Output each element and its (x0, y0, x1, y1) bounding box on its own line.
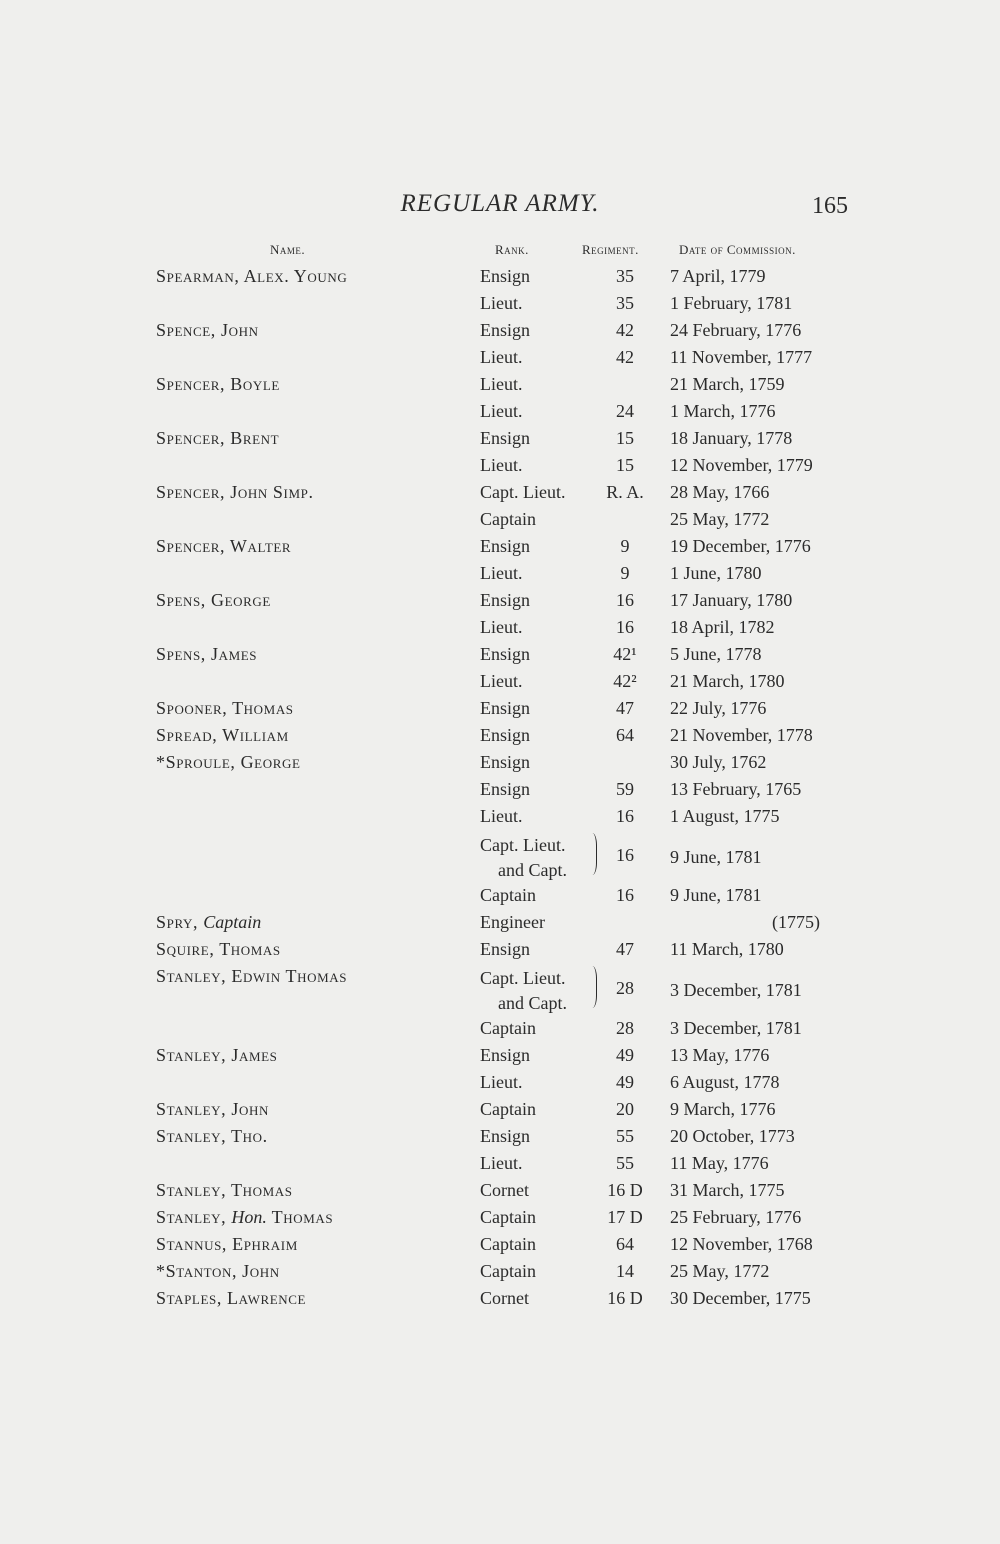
entry-date: 3 December, 1781 (670, 980, 802, 1000)
entry-rank: Lieut. (480, 806, 523, 826)
entry-date: 25 May, 1772 (670, 509, 770, 529)
entry-date: (1775) (772, 912, 820, 932)
table-row (0, 1045, 1000, 1071)
column-header-name: Name. (270, 242, 306, 257)
entry-rank: Ensign (480, 698, 531, 718)
entry-rank: Ensign (480, 266, 531, 286)
table-row (0, 1288, 1000, 1314)
entry-date: 11 March, 1780 (670, 939, 784, 959)
entry-regiment: 64 (616, 725, 634, 745)
entry-regiment: 16 D (607, 1180, 643, 1200)
entry-date: 17 January, 1780 (670, 590, 793, 610)
table-row (0, 536, 1000, 562)
entry-name: Staples, Lawrence (156, 1288, 307, 1308)
entry-regiment: 15 (616, 455, 634, 475)
entry-rank: Lieut. (480, 1153, 523, 1173)
table-row (0, 671, 1000, 697)
entry-date: 5 June, 1778 (670, 644, 762, 664)
entry-name: Spence, John (156, 320, 259, 340)
entry-rank: Captain (480, 885, 536, 905)
entry-rank: Lieut. (480, 1072, 523, 1092)
entry-name: Stannus, Ephraim (156, 1234, 298, 1254)
entry-name: Spread, William (156, 725, 289, 745)
entry-rank: Cornet (480, 1288, 529, 1308)
entry-rank: Captain (480, 1261, 536, 1281)
entry-regiment: 42¹ (613, 644, 637, 664)
entry-regiment: 49 (616, 1072, 634, 1092)
table-row (0, 885, 1000, 911)
entry-regiment: 16 D (607, 1288, 643, 1308)
table-row (0, 1261, 1000, 1287)
entry-date: 18 April, 1782 (670, 617, 775, 637)
entry-date: 31 March, 1775 (670, 1180, 785, 1200)
entry-regiment: 16 (616, 845, 634, 865)
page-number: 165 (812, 193, 848, 219)
entry-date: 1 June, 1780 (670, 563, 762, 583)
entry-regiment: 42 (616, 320, 634, 340)
table-row (0, 806, 1000, 832)
entry-regiment: 64 (616, 1234, 634, 1254)
entry-regiment: 35 (616, 266, 634, 286)
entry-rank: Captain (480, 509, 536, 529)
entry-name: Stanley, James (156, 1045, 278, 1065)
entry-rank: Ensign (480, 779, 531, 799)
entry-rank: Engineer (480, 912, 545, 932)
table-row (0, 374, 1000, 400)
entry-rank: Lieut. (480, 293, 523, 313)
entry-date: 12 November, 1768 (670, 1234, 813, 1254)
entry-date: 9 June, 1781 (670, 847, 762, 867)
table-row (0, 455, 1000, 481)
entry-date: 3 December, 1781 (670, 1018, 802, 1038)
entry-rank: Ensign (480, 939, 531, 959)
entry-date: 19 December, 1776 (670, 536, 811, 556)
table-row (0, 1099, 1000, 1125)
table-row (0, 563, 1000, 589)
entry-regiment: 16 (616, 885, 634, 905)
entry-rank: Lieut. (480, 563, 523, 583)
entry-date: 11 May, 1776 (670, 1153, 769, 1173)
table-row (0, 266, 1000, 292)
entry-regiment: 35 (616, 293, 634, 313)
entry-name: Spencer, Walter (156, 536, 292, 556)
entry-date: 1 March, 1776 (670, 401, 776, 421)
table-row (0, 617, 1000, 643)
table-row (0, 1018, 1000, 1044)
table-row (0, 1234, 1000, 1260)
entry-rank: Lieut. (480, 374, 523, 394)
entry-regiment: 55 (616, 1153, 634, 1173)
entry-date: 22 July, 1776 (670, 698, 767, 718)
table-row (0, 1153, 1000, 1179)
entry-rank: Ensign (480, 1045, 531, 1065)
table-row (0, 725, 1000, 751)
page-title: REGULAR ARMY. (400, 190, 600, 217)
entry-name: Spencer, John Simp. (156, 482, 314, 502)
entry-name: *Sproule, George (156, 752, 301, 772)
column-header-regiment: Regiment. (582, 242, 639, 257)
entry-rank: Ensign (480, 590, 531, 610)
entry-date: 9 June, 1781 (670, 885, 762, 905)
entry-name: Spens, James (156, 644, 258, 664)
table-row (0, 752, 1000, 778)
entry-regiment: 49 (616, 1045, 634, 1065)
table-row (0, 401, 1000, 427)
entry-date: 13 May, 1776 (670, 1045, 770, 1065)
entry-date: 21 November, 1778 (670, 725, 813, 745)
table-row (0, 482, 1000, 508)
entry-date: 9 March, 1776 (670, 1099, 776, 1119)
entry-regiment: 47 (616, 939, 634, 959)
entry-rank: Ensign (480, 1126, 531, 1146)
entry-name: Spooner, Thomas (156, 698, 294, 718)
entry-regiment: 24 (616, 401, 634, 421)
entry-rank: Capt. Lieut. (480, 482, 566, 502)
table-row (0, 1126, 1000, 1152)
entry-rank: Ensign (480, 644, 531, 664)
entry-rank: Lieut. (480, 347, 523, 367)
entry-date: 20 October, 1773 (670, 1126, 795, 1146)
table-row (0, 1180, 1000, 1206)
entry-name: Spry, Captain (156, 912, 262, 932)
entry-regiment: 42² (613, 671, 637, 691)
entry-date: 12 November, 1779 (670, 455, 813, 475)
column-header-rank: Rank. (495, 242, 529, 257)
entry-date: 1 February, 1781 (670, 293, 793, 313)
entry-name: Stanley, Hon. Thomas (156, 1207, 334, 1227)
table-row (0, 347, 1000, 373)
entry-regiment: 47 (616, 698, 634, 718)
entry-regiment: 15 (616, 428, 634, 448)
entry-regiment: 20 (616, 1099, 634, 1119)
entry-name: Spearman, Alex. Young (156, 266, 348, 286)
entry-date: 11 November, 1777 (670, 347, 813, 367)
entry-rank: Ensign (480, 752, 531, 772)
entry-date: 21 March, 1780 (670, 671, 785, 691)
table-row (0, 698, 1000, 724)
entry-regiment: 9 (620, 536, 630, 556)
table-row (0, 320, 1000, 346)
entry-regiment: 28 (616, 978, 634, 998)
entry-rank: Lieut. (480, 401, 523, 421)
table-row (0, 779, 1000, 805)
entry-date: 1 August, 1775 (670, 806, 780, 826)
table-row (0, 966, 1000, 1018)
entry-regiment: 16 (616, 806, 634, 826)
entry-rank: Capt. Lieut. and Capt. (480, 835, 567, 880)
entry-rank: Cornet (480, 1180, 529, 1200)
entry-regiment: 17 D (607, 1207, 643, 1227)
column-header-date: Date of Commission. (679, 242, 796, 257)
entry-regiment: 16 (616, 590, 634, 610)
entry-name: Stanley, Thomas (156, 1180, 293, 1200)
entry-date: 25 May, 1772 (670, 1261, 770, 1281)
table-row (0, 912, 1000, 938)
table-row (0, 1072, 1000, 1098)
entry-regiment: R. A. (606, 482, 644, 502)
entry-date: 30 July, 1762 (670, 752, 767, 772)
entry-date: 13 February, 1765 (670, 779, 802, 799)
table-row (0, 428, 1000, 454)
entry-name: Stanley, John (156, 1099, 269, 1119)
entry-rank: Captain (480, 1207, 536, 1227)
entry-regiment: 9 (620, 563, 630, 583)
entry-rank: Ensign (480, 536, 531, 556)
entry-rank: Captain (480, 1234, 536, 1254)
entry-rank: Lieut. (480, 617, 523, 637)
table-row (0, 590, 1000, 616)
entry-date: 21 March, 1759 (670, 374, 785, 394)
entry-date: 30 December, 1775 (670, 1288, 811, 1308)
entry-name: Squire, Thomas (156, 939, 281, 959)
entry-name: *Stanton, John (156, 1261, 280, 1281)
table-row (0, 509, 1000, 535)
entry-date: 28 May, 1766 (670, 482, 770, 502)
entry-regiment: 14 (616, 1261, 634, 1281)
entry-date: 6 August, 1778 (670, 1072, 780, 1092)
entry-rank: Ensign (480, 320, 531, 340)
entry-date: 7 April, 1779 (670, 266, 766, 286)
table-row (0, 939, 1000, 965)
entry-rank: Capt. Lieut. and Capt. (480, 968, 567, 1013)
entry-regiment: 28 (616, 1018, 634, 1038)
entry-name: Spencer, Boyle (156, 374, 280, 394)
entry-date: 24 February, 1776 (670, 320, 802, 340)
table-row (0, 1207, 1000, 1233)
entry-name: Stanley, Tho. (156, 1126, 268, 1146)
entry-regiment: 16 (616, 617, 634, 637)
entry-rank: Captain (480, 1099, 536, 1119)
table-row (0, 833, 1000, 885)
entry-name: Spencer, Brent (156, 428, 280, 448)
entry-rank: Lieut. (480, 671, 523, 691)
entry-rank: Ensign (480, 428, 531, 448)
table-row (0, 644, 1000, 670)
entry-rank: Captain (480, 1018, 536, 1038)
entry-regiment: 42 (616, 347, 634, 367)
entry-name: Stanley, Edwin Thomas (156, 966, 348, 986)
entry-name: Spens, George (156, 590, 271, 610)
entry-date: 18 January, 1778 (670, 428, 793, 448)
entry-regiment: 59 (616, 779, 634, 799)
entry-rank: Ensign (480, 725, 531, 745)
entry-rank: Lieut. (480, 455, 523, 475)
entry-regiment: 55 (616, 1126, 634, 1146)
table-row (0, 293, 1000, 319)
entry-date: 25 February, 1776 (670, 1207, 802, 1227)
